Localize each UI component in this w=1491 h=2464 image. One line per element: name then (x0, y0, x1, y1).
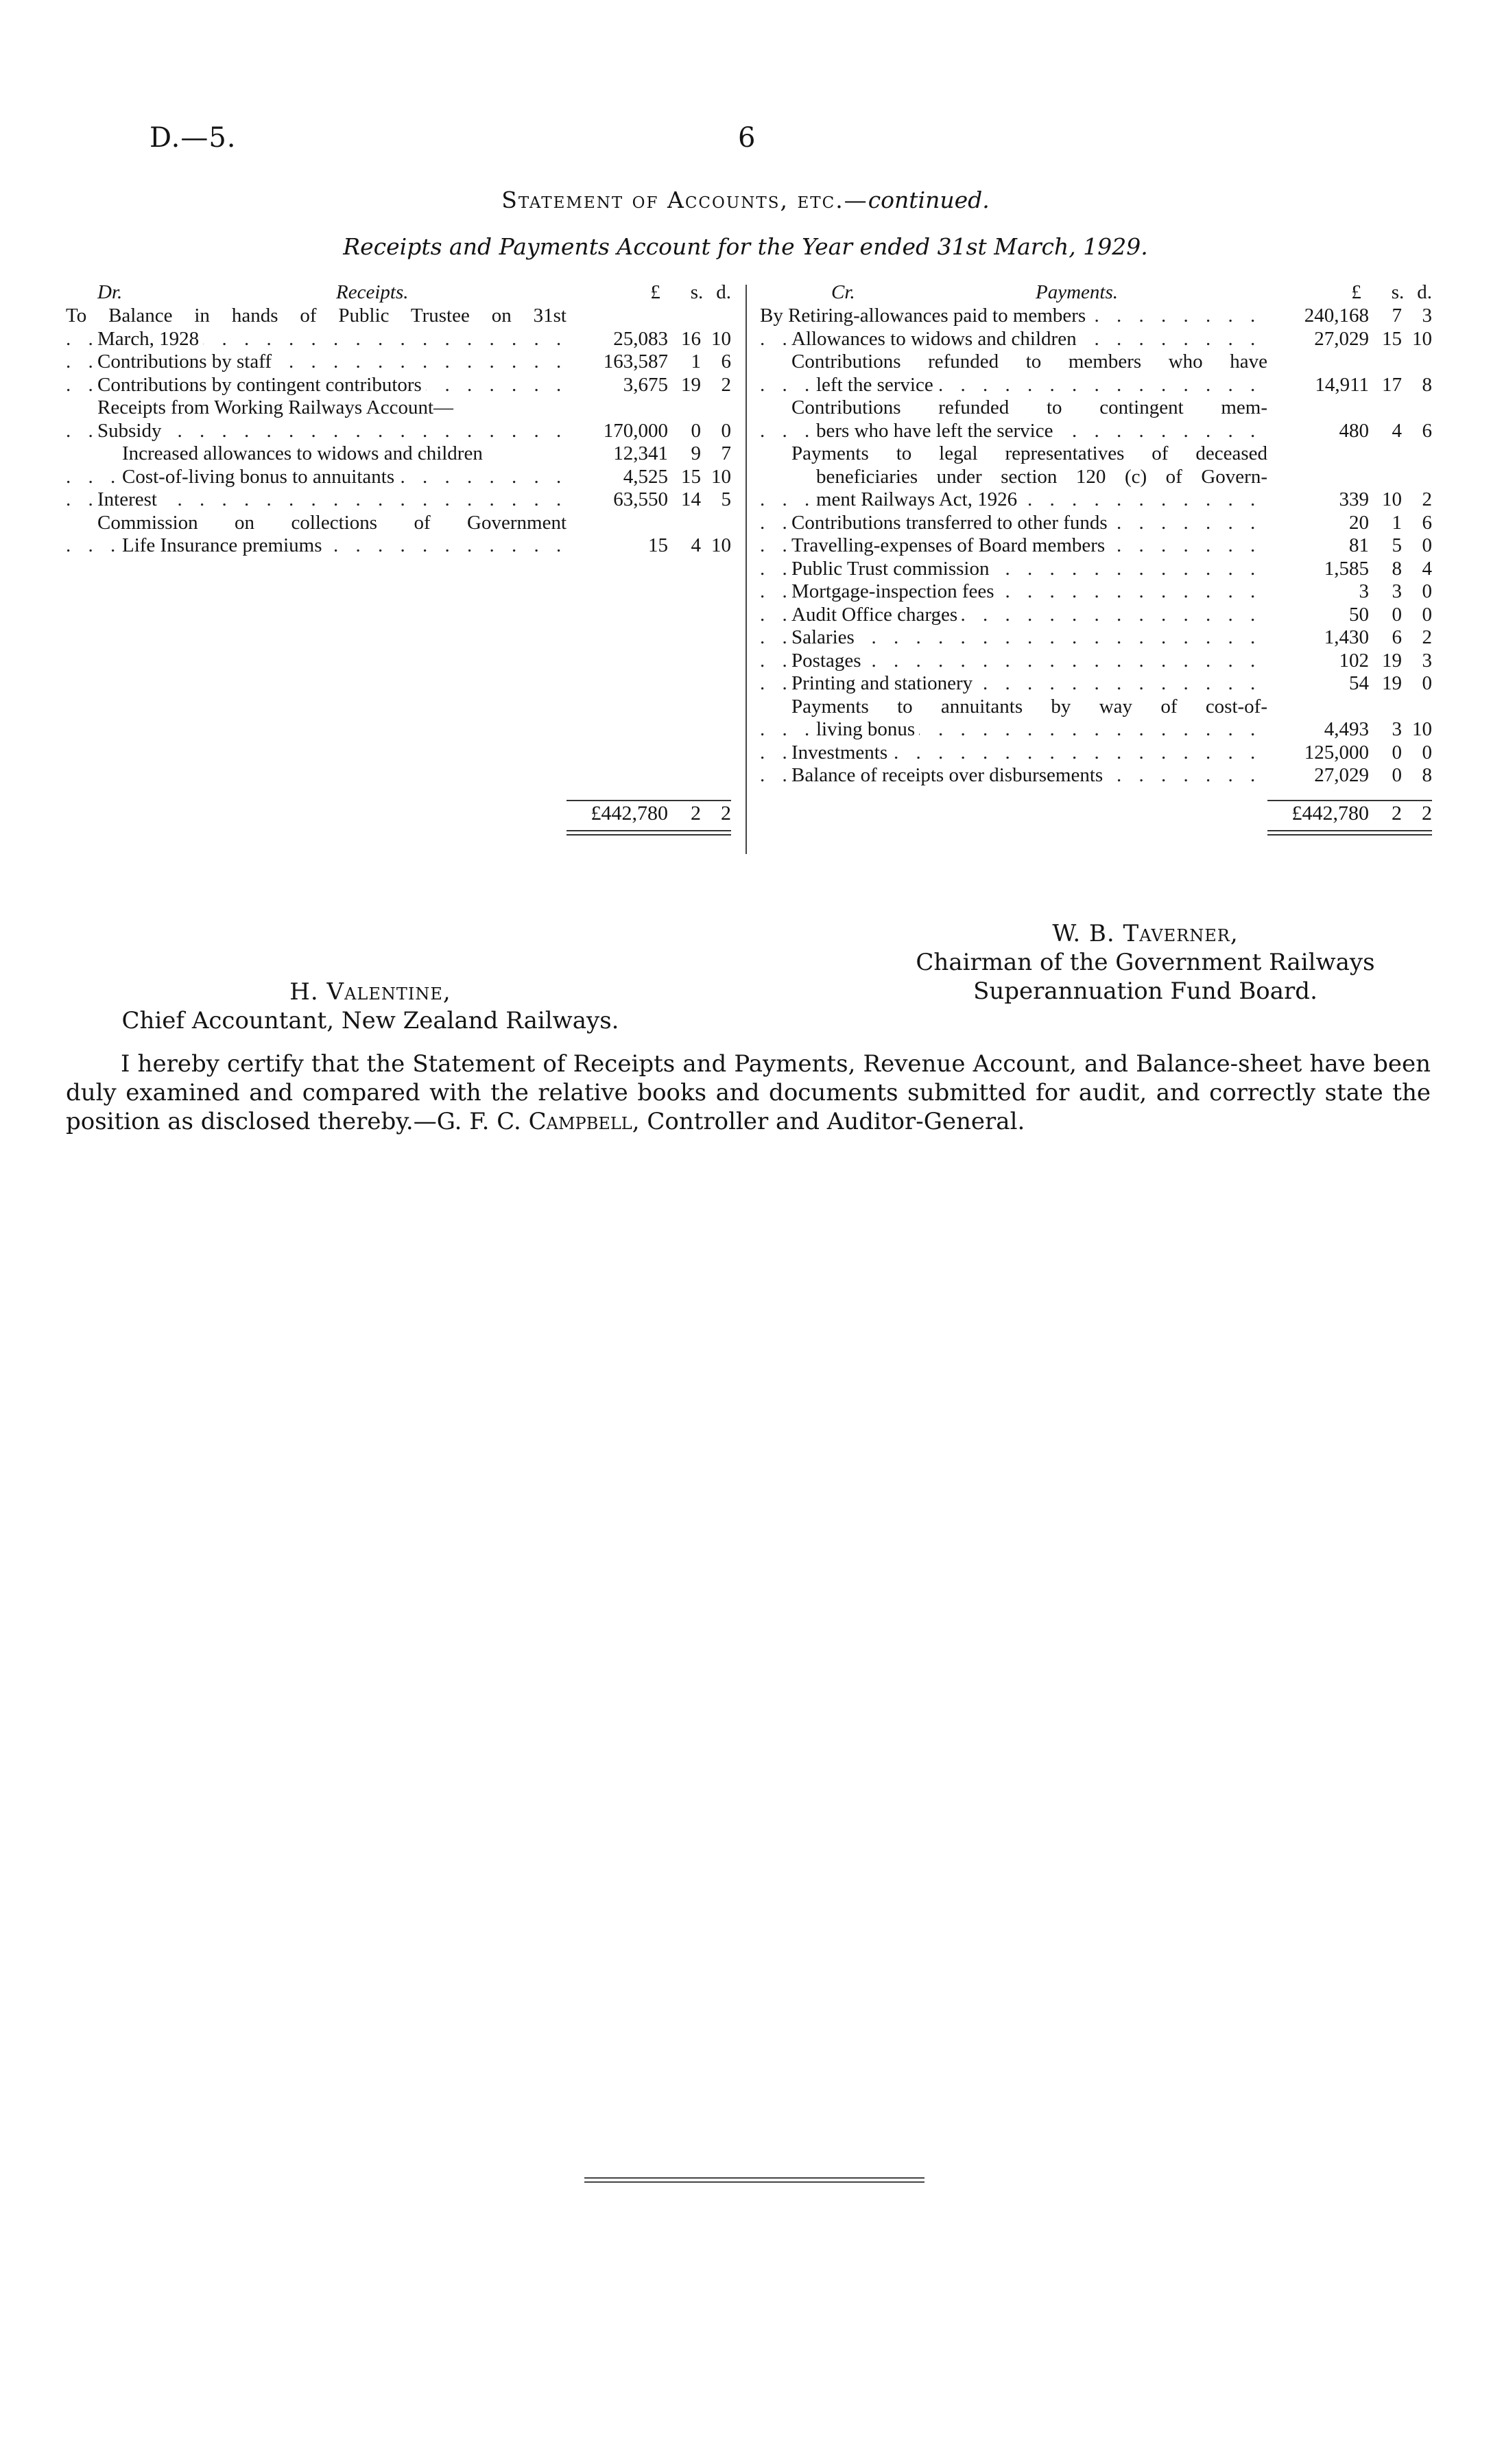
receipts-heading: Receipts. (336, 281, 409, 303)
statement-subtitle: Receipts and Payments Account for the Year ended 31st March, 1929. (343, 233, 1148, 260)
payments-item-label: Payments to legal representatives of deceased (791, 442, 1267, 464)
payments-total-double-rule (1267, 830, 1432, 836)
payments-rows (760, 305, 1432, 787)
receipts-row (66, 466, 731, 489)
receipts-item-label: Contributions by staff (97, 351, 276, 372)
receipts-item-pence: 5 (721, 488, 731, 510)
receipts-pence-header: d. (716, 281, 732, 303)
payments-row (760, 488, 1432, 512)
payments-cr-tag: Cr. (831, 281, 855, 303)
payments-row (760, 580, 1432, 604)
receipts-item-label: To Balance in hands of Public Trustee on 31st (66, 305, 566, 327)
payments-item-pence: 10 (1412, 718, 1432, 740)
payments-item-pence: 3 (1422, 305, 1432, 327)
payments-item-pounds: 1,585 (1324, 557, 1369, 580)
receipts-item-pounds: 12,341 (613, 442, 668, 464)
receipts-item-shillings: 0 (691, 419, 701, 442)
receipts-item-pounds: 15 (648, 534, 668, 556)
auditor-title: Controller and Auditor-General. (639, 1108, 1025, 1135)
payments-item-label: Contributions refunded to contingent mem- (791, 396, 1267, 418)
receipts-shilling-header: s. (690, 281, 704, 303)
document-reference: D.—5. (150, 122, 237, 154)
payments-item-label: living bonus (816, 718, 919, 740)
payments-row (760, 650, 1432, 673)
payments-item-pounds: 1,430 (1324, 626, 1369, 648)
receipts-total-pence: 2 (721, 802, 731, 825)
receipts-item-pounds: 170,000 (603, 419, 668, 442)
payments-item-label: Mortgage-inspection fees (791, 580, 999, 602)
receipts-item-pounds: 3,675 (623, 373, 668, 396)
receipts-item-pence: 7 (721, 442, 731, 464)
payments-item-label: Audit Office charges (791, 604, 962, 626)
receipts-item-shillings: 9 (691, 442, 701, 464)
auditor-name: G. F. C. Campbell, (436, 1108, 640, 1135)
receipts-item-shillings: 19 (681, 373, 701, 396)
payments-item-label: Payments to annuitants by way of cost-of- (791, 695, 1267, 718)
payments-item-label: Travelling-expenses of Board members (791, 534, 1109, 556)
payments-item-pounds: 20 (1349, 511, 1369, 534)
receipts-row (66, 328, 731, 351)
receipts-column (66, 281, 731, 558)
receipts-item-shillings: 4 (691, 534, 701, 556)
payments-item-pounds: 54 (1349, 672, 1369, 694)
payments-row (760, 742, 1432, 765)
payments-row (760, 374, 1432, 397)
end-double-rule (584, 2177, 925, 2183)
signature-chairman (892, 919, 1399, 1006)
payments-item-pence: 8 (1422, 764, 1432, 786)
receipts-item-label: March, 1928 (97, 328, 203, 350)
receipts-row (66, 420, 731, 443)
receipts-item-shillings: 1 (691, 351, 701, 372)
payments-row (760, 466, 1432, 489)
receipts-item-shillings: 15 (681, 465, 701, 488)
receipts-item-pounds: 163,587 (603, 351, 668, 372)
payments-item-label: ment Railways Act, 1926 (816, 488, 1021, 510)
payments-item-shillings: 15 (1382, 327, 1402, 350)
payments-heading: Payments. (1036, 281, 1118, 303)
chairman-title-line1: Chairman of the Government Railways (916, 949, 1375, 976)
statement-title-continued: continued. (868, 187, 990, 213)
payments-row (760, 696, 1432, 719)
payments-row (760, 764, 1432, 787)
payments-item-shillings: 0 (1392, 603, 1402, 626)
payments-row (760, 420, 1432, 443)
statement-title-text: Statement of Accounts, etc.— (501, 187, 868, 213)
payments-column (760, 281, 1432, 787)
chief-accountant-name: H. Valentine, (289, 978, 451, 1006)
payments-item-pence: 0 (1422, 672, 1432, 694)
receipts-pound-header: £ (650, 281, 660, 303)
receipts-row (66, 396, 731, 420)
payments-item-label: By Retiring-allowances paid to members (760, 305, 1090, 327)
receipts-total-double-rule (566, 830, 731, 836)
payments-row (760, 626, 1432, 650)
receipts-total-pounds: £442,780 (591, 802, 668, 825)
receipts-dr-tag: Dr. (97, 281, 123, 303)
receipts-total (566, 800, 731, 836)
payments-item-pounds: 240,168 (1304, 305, 1369, 327)
receipts-row (66, 534, 731, 558)
chief-accountant-title: Chief Accountant, New Zealand Railways. (121, 1007, 619, 1034)
payments-item-shillings: 3 (1392, 580, 1402, 602)
statement-title (0, 187, 1491, 213)
receipts-item-pence: 6 (721, 351, 731, 372)
receipts-item-pounds: 63,550 (613, 488, 668, 510)
chairman-title-line2: Superannuation Fund Board. (973, 978, 1317, 1005)
payments-item-shillings: 10 (1382, 488, 1402, 510)
payments-item-label: Public Trust commission (791, 558, 993, 580)
payments-item-pounds: 81 (1349, 534, 1369, 556)
payments-item-label: bers who have left the service (816, 420, 1057, 442)
receipts-row (66, 305, 731, 328)
receipts-row (66, 512, 731, 535)
receipts-row (66, 351, 731, 374)
payments-item-pence: 2 (1422, 488, 1432, 510)
receipts-item-label: Increased allowances to widows and children (122, 442, 483, 464)
audit-certification (66, 1050, 1431, 1136)
payments-item-shillings: 7 (1392, 305, 1402, 327)
payments-row (760, 512, 1432, 535)
payments-item-label: Postages (791, 650, 866, 672)
payments-item-shillings: 4 (1392, 419, 1402, 442)
payments-total-shillings: 2 (1392, 802, 1402, 825)
payments-item-label: Salaries (791, 626, 859, 648)
payments-row (760, 558, 1432, 581)
payments-item-pounds: 50 (1349, 603, 1369, 626)
payments-item-pence: 6 (1422, 511, 1432, 534)
payments-item-pounds: 480 (1339, 419, 1369, 442)
payments-item-shillings: 19 (1382, 649, 1402, 672)
payments-row (760, 305, 1432, 328)
receipts-item-shillings: 16 (681, 327, 701, 350)
payments-item-label: Allowances to widows and children (791, 328, 1081, 350)
certification-text: I hereby certify that the Statement of Receipts and Payments, Revenue Account, and Balance-sheet have been duly examined and compared with the relative books and documents submitted for audit, and correctly state the position as disclosed thereby.— (66, 1050, 1431, 1135)
payments-item-pence: 8 (1422, 373, 1432, 396)
payments-item-pence: 10 (1412, 327, 1432, 350)
payments-total-pence: 2 (1422, 802, 1432, 825)
payments-item-label: Contributions transferred to other funds (791, 512, 1112, 534)
payments-item-shillings: 6 (1392, 626, 1402, 648)
chairman-name: W. B. Taverner, (1052, 920, 1239, 947)
payments-item-shillings: 5 (1392, 534, 1402, 556)
payments-item-pence: 0 (1422, 741, 1432, 763)
payments-item-pounds: 14,911 (1315, 373, 1369, 396)
receipts-item-label: Cost-of-living bonus to annuitants (122, 466, 398, 488)
receipts-item-label: Interest (97, 488, 161, 510)
payments-item-pence: 0 (1422, 534, 1432, 556)
payments-item-pounds: 4,493 (1324, 718, 1369, 740)
payments-row (760, 351, 1432, 374)
payments-item-label: Printing and stationery (791, 672, 977, 694)
payments-total (1267, 800, 1432, 836)
receipts-item-label: Receipts from Working Railways Account— (97, 396, 454, 418)
payments-header (760, 281, 1432, 305)
payments-item-pence: 0 (1422, 603, 1432, 626)
payments-item-pounds: 125,000 (1304, 741, 1369, 763)
receipts-item-label: Life Insurance premiums (122, 534, 326, 556)
payments-item-pence: 0 (1422, 580, 1432, 602)
receipts-item-pence: 0 (721, 419, 731, 442)
payments-row (760, 442, 1432, 466)
payments-item-pounds: 27,029 (1314, 764, 1369, 786)
receipts-item-pounds: 25,083 (613, 327, 668, 350)
payments-item-pounds: 102 (1339, 649, 1369, 672)
receipts-row (66, 374, 731, 397)
payments-row (760, 396, 1432, 420)
payments-row (760, 718, 1432, 742)
receipts-item-pence: 2 (721, 373, 731, 396)
page-number: 6 (738, 122, 756, 154)
receipts-row (66, 488, 731, 512)
payments-item-label: Contributions refunded to members who have (791, 351, 1267, 372)
receipts-total-shillings: 2 (691, 802, 701, 825)
payments-item-shillings: 8 (1392, 557, 1402, 580)
receipts-row (66, 442, 731, 466)
payments-item-label: beneficiaries under section 120 (c) of Govern- (816, 465, 1267, 488)
payments-item-shillings: 0 (1392, 764, 1402, 786)
receipts-rows (66, 305, 731, 558)
payments-item-pence: 6 (1422, 419, 1432, 442)
receipts-header (66, 281, 731, 305)
receipts-item-pence: 10 (711, 465, 731, 488)
payments-item-label: Investments (791, 742, 892, 763)
receipts-item-pence: 10 (711, 534, 731, 556)
payments-shilling-header: s. (1391, 281, 1405, 303)
payments-item-shillings: 1 (1392, 511, 1402, 534)
receipts-item-label: Contributions by contingent contributors (97, 374, 426, 396)
receipts-item-label: Subsidy (97, 420, 165, 442)
payments-row (760, 534, 1432, 558)
column-divider (746, 285, 747, 854)
payments-item-pounds: 3 (1359, 580, 1369, 602)
payments-item-shillings: 3 (1392, 718, 1402, 740)
payments-item-pence: 2 (1422, 626, 1432, 648)
payments-item-pounds: 339 (1339, 488, 1369, 510)
payments-pence-header: d. (1417, 281, 1433, 303)
payments-row (760, 672, 1432, 696)
payments-item-label: Balance of receipts over disbursements (791, 764, 1107, 786)
payments-total-pounds: £442,780 (1291, 802, 1369, 825)
payments-item-pounds: 27,029 (1314, 327, 1369, 350)
payments-item-pence: 3 (1422, 649, 1432, 672)
payments-pound-header: £ (1351, 281, 1361, 303)
signature-chief-accountant (110, 978, 631, 1035)
payments-row (760, 604, 1432, 627)
receipts-item-label: Commission on collections of Government (97, 511, 566, 534)
payments-item-label: left the service (816, 374, 938, 396)
payments-item-shillings: 0 (1392, 741, 1402, 763)
receipts-item-shillings: 14 (681, 488, 701, 510)
receipts-item-pounds: 4,525 (623, 465, 668, 488)
receipts-item-pence: 10 (711, 327, 731, 350)
payments-item-shillings: 19 (1382, 672, 1402, 694)
payments-item-pence: 4 (1422, 557, 1432, 580)
payments-row (760, 328, 1432, 351)
payments-item-shillings: 17 (1382, 373, 1402, 396)
